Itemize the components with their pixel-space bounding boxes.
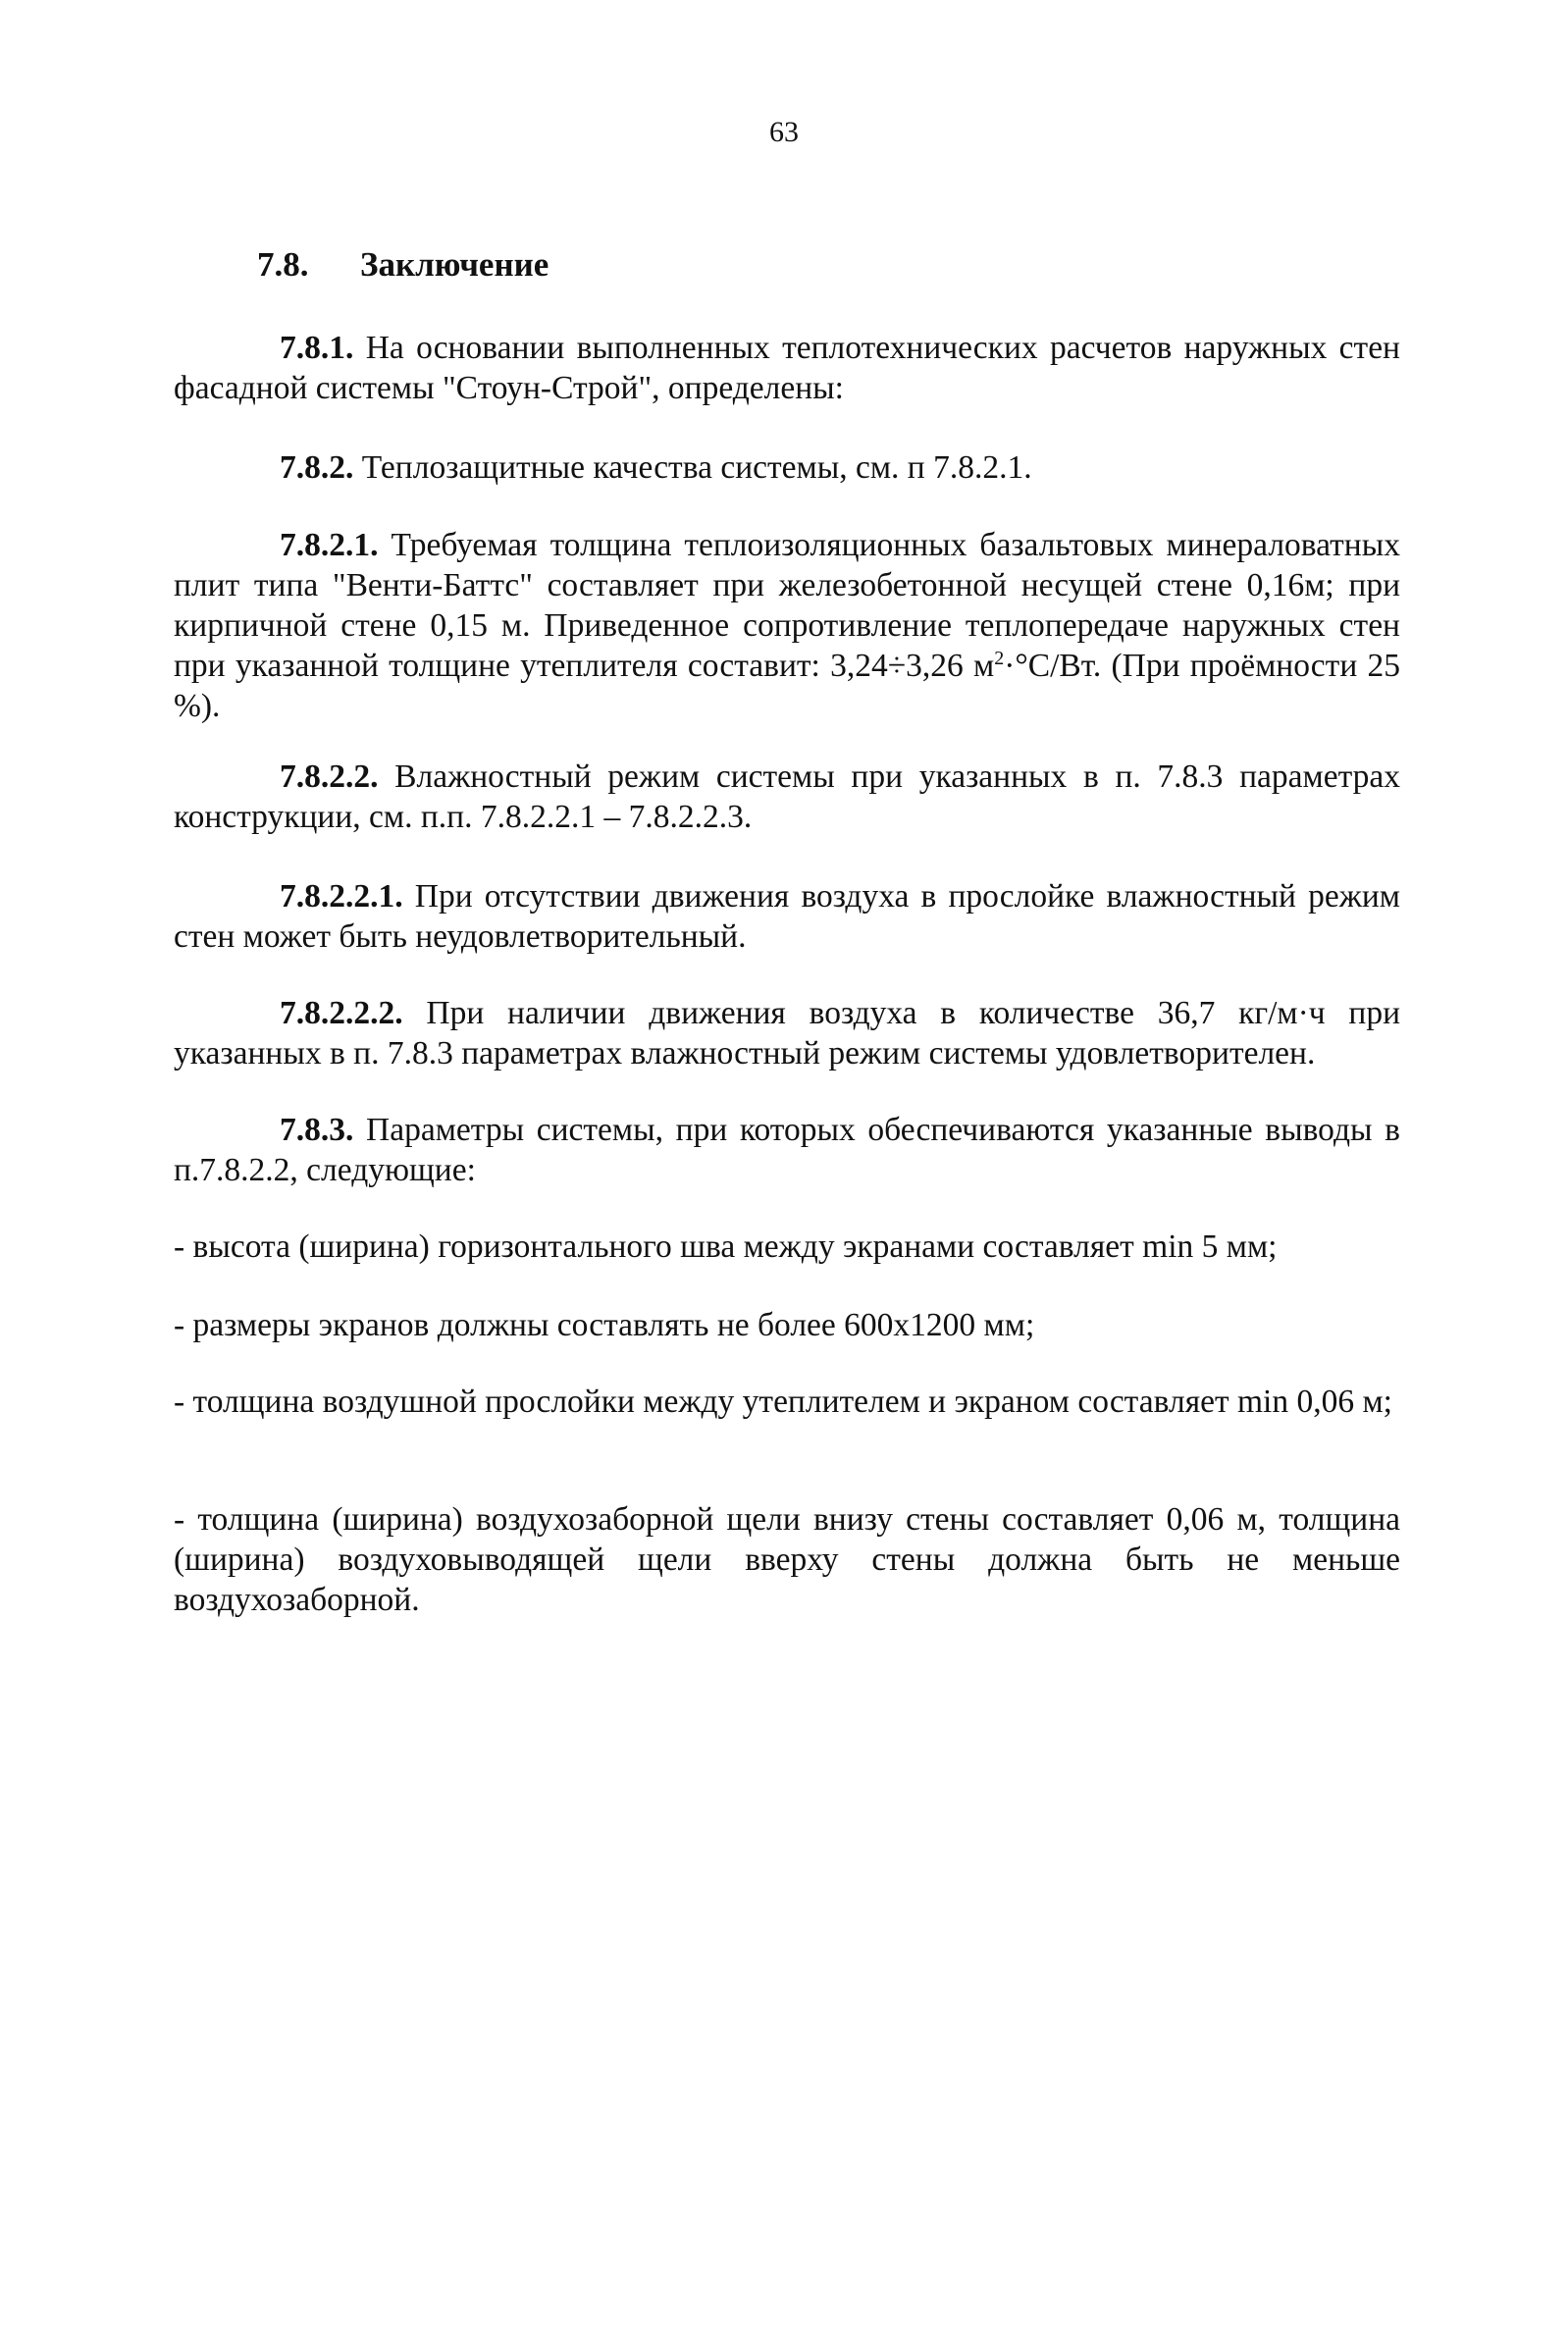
- list-item-intake-slot: [174, 1499, 1400, 1620]
- superscript: 2: [994, 647, 1005, 669]
- paragraph-text: При отсутствии движения воздуха в прослойке влажностный режим стен может быть неудовлетворительный.: [174, 878, 1400, 955]
- section-heading: [257, 245, 549, 285]
- list-item-screen-size: [174, 1305, 1400, 1345]
- list-item-text: - размеры экранов должны составлять не более 600х1200 мм;: [174, 1307, 1035, 1343]
- paragraph-text: Требуемая толщина теплоизоляционных базальтовых минераловатных плит типа "Венти-Баттс" составляет при железобетонной несущей стене 0,16м; при кирпичной стене 0,15 м. Приведенное сопротивление теплопередаче наружных стен при указанной толщине утеплителя составит: 3,24÷3,26 м: [174, 527, 1400, 684]
- paragraph-number: 7.8.2.2.2.: [280, 995, 403, 1031]
- paragraph-7-8-2-2-2: [174, 993, 1400, 1073]
- page-number: 63: [769, 116, 799, 148]
- paragraph-text: Параметры системы, при которых обеспечиваются указанные выводы в п.7.8.2.2, следующие:: [174, 1112, 1400, 1188]
- list-item-text: - толщина (ширина) воздухозаборной щели внизу стены составляет 0,06 м, толщина (ширина) воздуховыводящей щели вверху стены должна быть не меньше воздухозаборной.: [174, 1501, 1400, 1618]
- paragraph-text: На основании выполненных теплотехнических расчетов наружных стен фасадной системы "Стоун-Строй", определены:: [174, 330, 1400, 406]
- paragraph-number: 7.8.2.2.: [280, 758, 379, 795]
- paragraph-7-8-2-1: [174, 525, 1400, 726]
- paragraph-number: 7.8.1.: [280, 330, 354, 366]
- paragraph-number: 7.8.2.2.1.: [280, 878, 403, 915]
- paragraph-7-8-2-2-1: [174, 876, 1400, 957]
- paragraph-7-8-2: [174, 447, 1400, 488]
- list-item-text: - высота (ширина) горизонтального шва между экранами составляет min 5 мм;: [174, 1228, 1278, 1265]
- section-number: 7.8.: [257, 245, 309, 284]
- list-item-text: - толщина воздушной прослойки между утеплителем и экраном составляет min 0,06 м;: [174, 1384, 1392, 1420]
- paragraph-text: При наличии движения воздуха в количестве 36,7 кг/м·ч при указанных в п. 7.8.3 параметрах влажностный режим системы удовлетворителен.: [174, 995, 1400, 1071]
- paragraph-text-continued: ·°С/Вт. (При проёмности 25 %).: [174, 648, 1401, 724]
- paragraph-number: 7.8.2.: [280, 449, 354, 486]
- paragraph-text: Влажностный режим системы при указанных в п. 7.8.3 параметрах конструкции, см. п.п. 7.8.2.2.1 – 7.8.2.2.3.: [174, 758, 1400, 835]
- list-item-air-gap: [174, 1382, 1400, 1422]
- paragraph-7-8-2-2: [174, 757, 1400, 837]
- section-title: Заключение: [360, 245, 549, 284]
- paragraph-7-8-3: [174, 1110, 1400, 1190]
- paragraph-7-8-1: [174, 328, 1400, 408]
- paragraph-text: Теплозащитные качества системы, см. п 7.8.2.1.: [353, 449, 1032, 486]
- list-item-seam-height: [174, 1227, 1400, 1267]
- paragraph-number: 7.8.2.1.: [280, 527, 379, 563]
- paragraph-number: 7.8.3.: [280, 1112, 354, 1148]
